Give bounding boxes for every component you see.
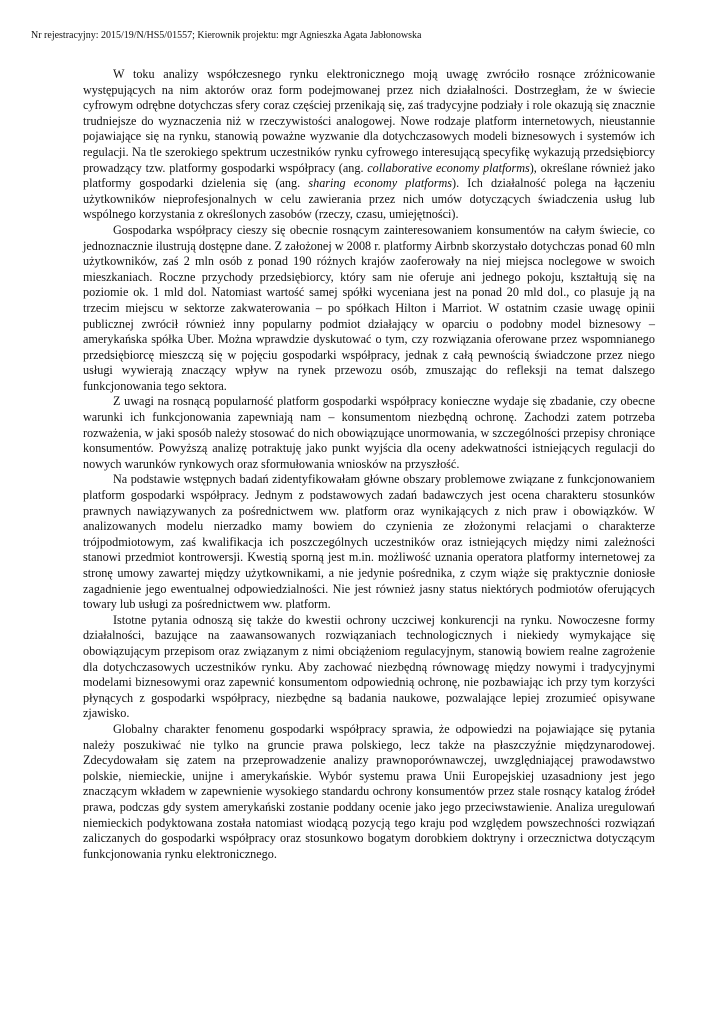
paragraph — [83, 394, 655, 472]
paragraph-text: ). Ich działalność polega na łączeniu użytkowników nieprofesjonalnych w celu zawierania przez nich umów dotyczących świadczenia usług lub wspólnego korzystania z określonych zasobów (rzeczy, czasu, umiejętności). — [83, 176, 655, 222]
paragraph — [83, 613, 655, 722]
paragraph-text: Gospodarka współpracy cieszy się obecnie rosnącym zainteresowaniem konsumentów na całym świecie, co jednoznacznie ilustrują dostępne dane. Z założonej w 2008 r. platformy Airbnb skorzystało dotychczas ponad 60 mln użytkowników, zaś 2 mln osób z ponad 190 różnych krajów zaoferowały na niej miejsca noclegowe w swoich mieszkaniach. Roczne przychody przedsiębiorcy, który sam nie oferuje ani jednego pokoju, kształtują się na poziomie ok. 1 mld dol. Natomiast wartość samej spółki wyceniana jest na ponad 20 mld dol., co plasuje ją na trzecim miejscu w sektorze zakwaterowania – po spółkach Hilton i Marriot. W ostatnim czasie uwagę opinii publicznej zwrócił również inny popularny podmiot działający w oparciu o podobny model biznesowy – amerykańska spółka Uber. Można wprawdzie dyskutować o tym, czy rozwiązania oferowane przez wspomnianego przedsiębiorcę mieszczą się w pojęciu gospodarki współpracy, jednak z całą pewnością świadczone przez niego usługi wywierają znaczący wpływ na rynek przewozu osób, zmuszając do refleksji na temat dalszego funkcjonowania tego sektora. — [83, 222, 655, 393]
paragraph — [83, 722, 655, 862]
document-body — [83, 67, 655, 862]
italic-term: sharing economy platforms — [308, 176, 453, 191]
paragraph-text: W toku analizy współczesnego rynku elektronicznego moją uwagę zwróciło rosnące zróżnicowanie występujących na nim aktorów oraz form podejmowanej przez nich działalności. Dostrzegłam, że w świecie cyfrowym odrębne dotychczas sfery coraz częściej przenikają się, zaś tradycyjne podziały i role okazują się znacznie trudniejsze do wyznaczenia niż w rzeczywistości analogowej. Nowe rodzaje platform internetowych, nieustannie pojawiające się na rynku, stanowią poważne wyzwanie dla dotychczasowych modeli biznesowych i systemów ich regulacji. Na tle szerokiego spektrum uczestników rynku cyfrowego interesującą specyfikę wykazują przedsiębiorcy prowadzący tzw. platformy gospodarki współpracy (ang. — [83, 67, 655, 175]
paragraph-text: Na podstawie wstępnych badań zidentyfikowałam główne obszary problemowe związane z funkcjonowaniem platform gospodarki współpracy. Jednym z podstawowych zadań badawczych jest ocena charakteru stosunków prawnych nawiązywanych za pośrednictwem ww. platform oraz wynikających z nich praw i obowiązków. W analizowanych modelu nierzadko mamy bowiem do czynienia ze złożonymi relacjami o charakterze trójpodmiotowym, zaś kwalifikacja ich poszczególnych uczestników oraz istniejących między nimi zależności stanowi przedmiot kontrowersji. Kwestią sporną jest m.in. możliwość uznania operatora platformy internetowej za stronę umowy zawartej między użytkownikami, a nie jedynie pośrednika, z czym wiąże się praktycznie doniosłe zagadnienie jego ewentualnej odpowiedzialności. Nie jest również jasny status niektórych podmiotów oferujących towary lub usługi za pośrednictwem ww. platform. — [83, 472, 655, 612]
paragraph-text: Globalny charakter fenomenu gospodarki współpracy sprawia, że odpowiedzi na pojawiające się pytania należy poszukiwać nie tylko na gruncie prawa polskiego, lecz także na płaszczyźnie międzynarodowej. Zdecydowałam się zatem na przeprowadzenie analizy prawnoporównawczej, uwzględniającej prawodawstwo polskie, niemieckie, unijne i amerykańskie. Wybór systemu prawa Unii Europejskiej uzasadniony jest jego znaczącym wkładem w zapewnienie wysokiego standardu ochrony konsumentów przez stale rosnący katalog źródeł prawa, podczas gdy system amerykański zostanie poddany ocenie jako jego przeciwstawienie. Analiza uregulowań niemieckich podyktowana została natomiast wiodącą pozycją tego kraju pod względem powszechności rozwiązań zaliczanych do gospodarki współpracy oraz stosunkowo bogatym dorobkiem doktryny i orzecznictwa dotyczącym funkcjonowania rynku elektronicznego. — [83, 721, 655, 861]
paragraph — [83, 472, 655, 612]
paragraph — [83, 67, 655, 223]
paragraph — [83, 223, 655, 395]
italic-term: collaborative economy platforms — [367, 160, 530, 175]
paragraph-text: Istotne pytania odnoszą się także do kwestii ochrony uczciwej konkurencji na rynku. Nowoczesne formy działalności, bazujące na zaawansowanych rozwiązaniach technologicznych i niekiedy wymykające się obowiązującym przepisom oraz związanym z nimi obciążeniom regulacyjnym, stanowią bowiem realne zagrożenie dla dotychczasowych uczestników rynku. Aby zachować niezbędną równowagę między nowymi i tradycyjnymi modelami biznesowymi oraz zapewnić konsumentom odpowiednią ochronę, nie pozbawiając ich przy tym korzyści płynących z gospodarki współpracy, niezbędne są badania naukowe, pozwalające lepiej zrozumieć opisywane zjawisko. — [83, 612, 655, 721]
paragraph-text: Z uwagi na rosnącą popularność platform gospodarki współpracy konieczne wydaje się zbadanie, czy obecne warunki ich funkcjonowania zapewniają nam – konsumentom niezbędną ochronę. Zachodzi zatem potrzeba rozważenia, w jaki sposób należy stosować do nich obowiązujące unormowania, w szczególności przepisy chroniące konsumentów. Powyższą analizę potraktuję jako punkt wyjścia dla oceny adekwatności istniejących regulacji do nowych warunków rynkowych oraz sformułowania wniosków na przyszłość. — [83, 394, 655, 471]
page-header: Nr rejestracyjny: 2015/19/N/HS5/01557; Kierownik projektu: mgr Agnieszka Agata Jabłonowska — [31, 30, 422, 41]
paragraph-text: ), określane również jako platformy gospodarki dzielenia się (ang. — [83, 160, 655, 191]
